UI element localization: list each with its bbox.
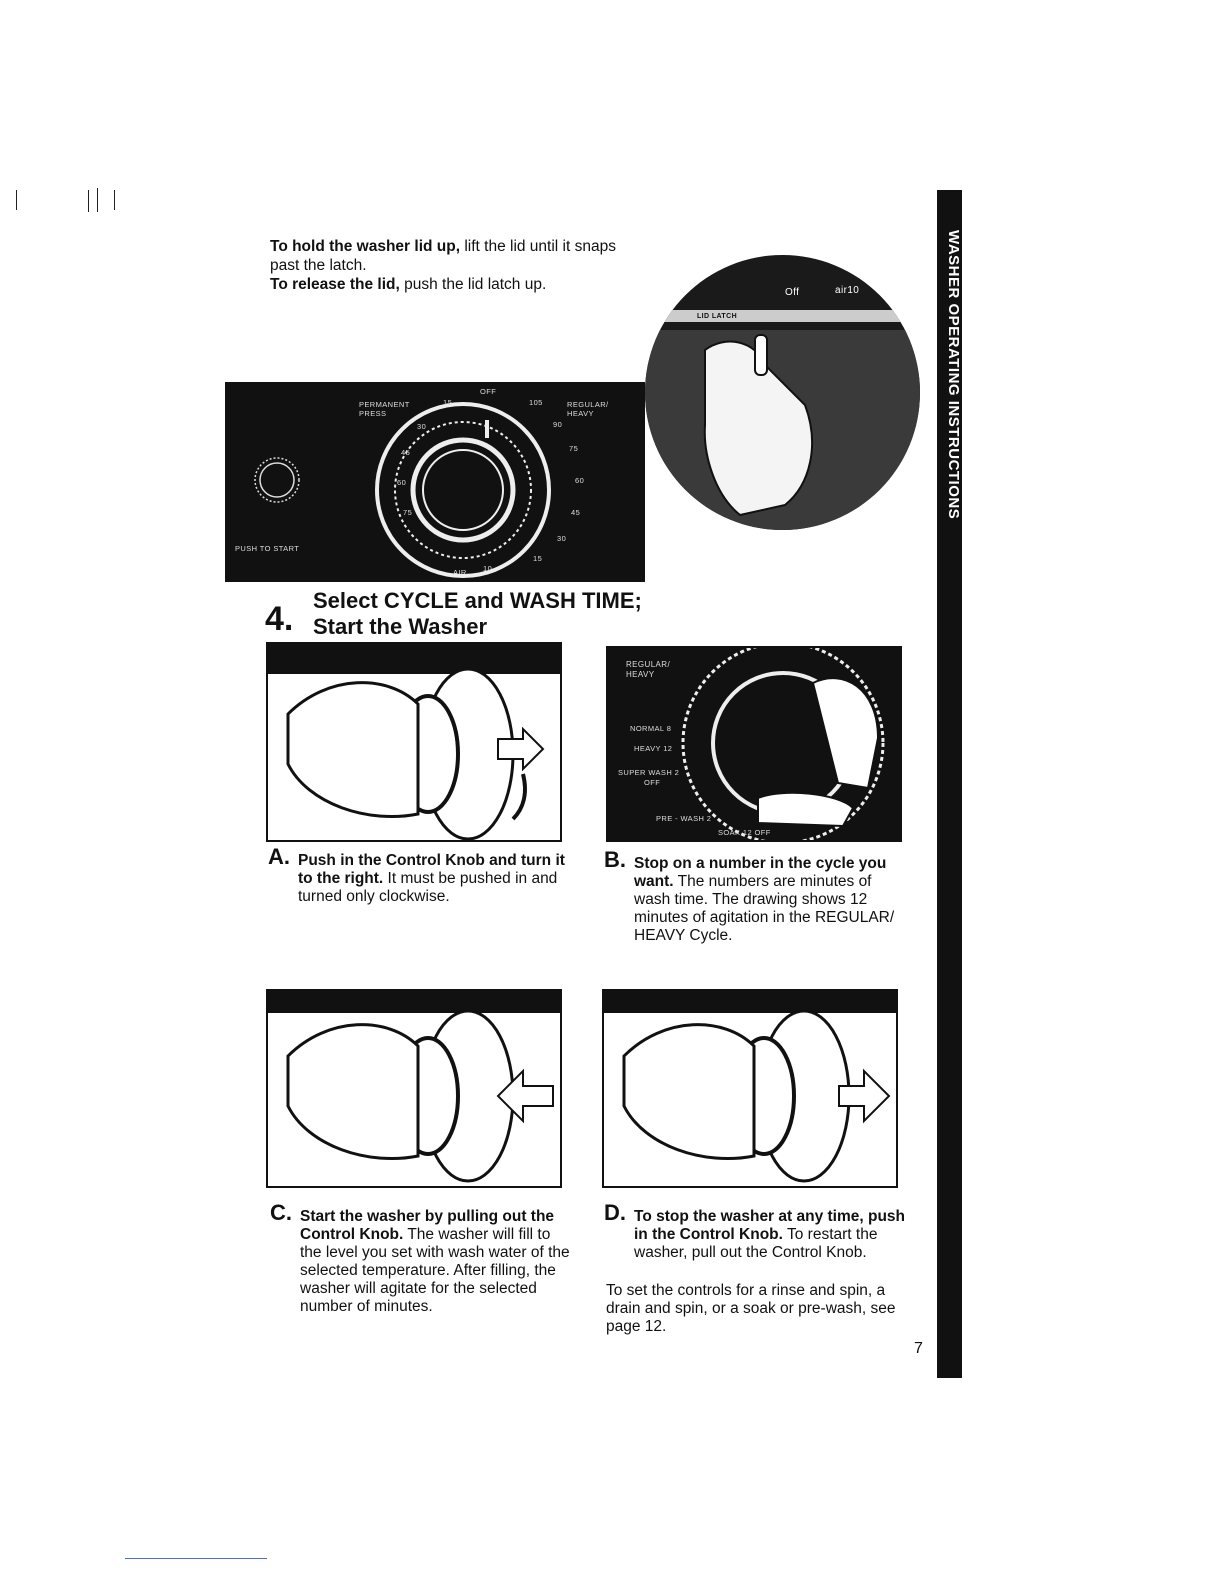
illustration-d-push-in	[602, 989, 898, 1188]
closeup-regular-heavy-label: REGULAR/ HEAVY	[626, 660, 671, 679]
step-text: Push in the Control Knob and turn it to the right. It must be pushed in and turned only clockwise.	[298, 852, 565, 905]
dial-air-label: AIR	[453, 568, 467, 577]
dial-number: 15	[533, 554, 543, 563]
dial-number: 60	[575, 476, 585, 485]
dial-number: 105	[529, 398, 543, 407]
rinse-spin-note: To set the controls for a rinse and spin, a drain and spin, or a soak or pre-wash, see page 12.	[606, 1282, 896, 1335]
step-letter: C.	[270, 1200, 292, 1225]
control-knob-icon	[413, 440, 513, 540]
step-d	[604, 1200, 914, 1348]
closeup-superwash-label: SUPER WASH 2	[618, 768, 680, 777]
dial-number: 45	[571, 508, 581, 517]
lid-latch-label: LID LATCH	[697, 313, 738, 320]
lid-latch-drawing	[645, 255, 920, 530]
dial-number: 75	[569, 444, 579, 453]
dial-number: 90	[553, 420, 563, 429]
step-a	[268, 844, 568, 932]
dial-number: 30	[417, 422, 427, 431]
release-lid-instruction: To release the lid, push the lid latch up.	[270, 276, 547, 293]
knob-push-turn-drawing	[268, 644, 560, 840]
dial-number: 10	[483, 564, 493, 573]
closeup-heavy-label: HEAVY 12	[634, 744, 673, 753]
closeup-normal-label: NORMAL 8	[630, 724, 672, 733]
dial-number: 60	[397, 478, 407, 487]
step-letter: A.	[268, 844, 290, 869]
permanent-press-label: PERMANENT PRESS	[359, 400, 410, 418]
illustration-b-cycle-dial	[606, 646, 902, 842]
lid-instructions	[270, 237, 630, 294]
air-label: air10	[835, 285, 860, 296]
step-text: Start the washer by pulling out the Control Knob. The washer will fill to the level you set with wash water of the selected temperature. After filling, the washer will agitate for the selected number of minutes.	[300, 1208, 570, 1315]
start-button-ring	[260, 463, 294, 497]
closeup-prewash-label: PRE - WASH 2	[656, 814, 712, 823]
start-button-icon	[255, 458, 299, 502]
thumb-icon	[758, 793, 853, 826]
dial-off-label: OFF	[480, 387, 497, 396]
knob-push-drawing	[604, 991, 896, 1186]
regular-heavy-label: REGULAR/ HEAVY	[567, 400, 609, 418]
dial-number: 75	[403, 508, 413, 517]
step-letter: D.	[604, 1200, 626, 1225]
step-text: Stop on a number in the cycle you want. The numbers are minutes of wash time. The drawing shows 12 minutes of agitation in the REGULAR/ HEAVY Cycle.	[634, 855, 895, 944]
closeup-off-label: OFF	[644, 778, 661, 787]
footer-rule	[125, 1558, 267, 1559]
step-letter: B.	[604, 847, 626, 872]
scan-mark	[88, 190, 89, 212]
off-label: Off	[785, 287, 800, 298]
illustration-a-push-and-turn	[266, 642, 562, 842]
control-panel-illustration	[225, 382, 645, 582]
dial-number: 15	[443, 398, 453, 407]
dial-number: 45	[401, 448, 411, 457]
knob-pull-drawing	[268, 991, 560, 1186]
hold-lid-instruction: To hold the washer lid up, lift the lid until it snaps past the latch.	[270, 238, 616, 274]
lid-latch-closeup	[645, 255, 920, 530]
push-to-start-label: PUSH TO START	[235, 544, 300, 553]
section-number: 4.	[265, 600, 294, 638]
section-title-line2: Start the Washer	[313, 614, 488, 639]
page-number: 7	[914, 1340, 923, 1357]
step-b	[604, 847, 904, 975]
latch-icon	[755, 335, 767, 375]
closeup-soak-label: SOAK 12 OFF	[718, 828, 771, 837]
scan-mark	[16, 190, 17, 210]
scan-mark	[97, 188, 98, 212]
section-title-line1: Select CYCLE and WASH TIME;	[313, 588, 642, 613]
scan-mark	[114, 190, 115, 210]
step-c	[270, 1200, 575, 1348]
side-tab-label: WASHER OPERATING INSTRUCTIONS	[945, 230, 962, 520]
illustration-c-pull-out	[266, 989, 562, 1188]
dial-number: 30	[557, 534, 567, 543]
step-text: To stop the washer at any time, push in the Control Knob. To restart the washer, pull out the Control Knob.	[634, 1208, 906, 1261]
